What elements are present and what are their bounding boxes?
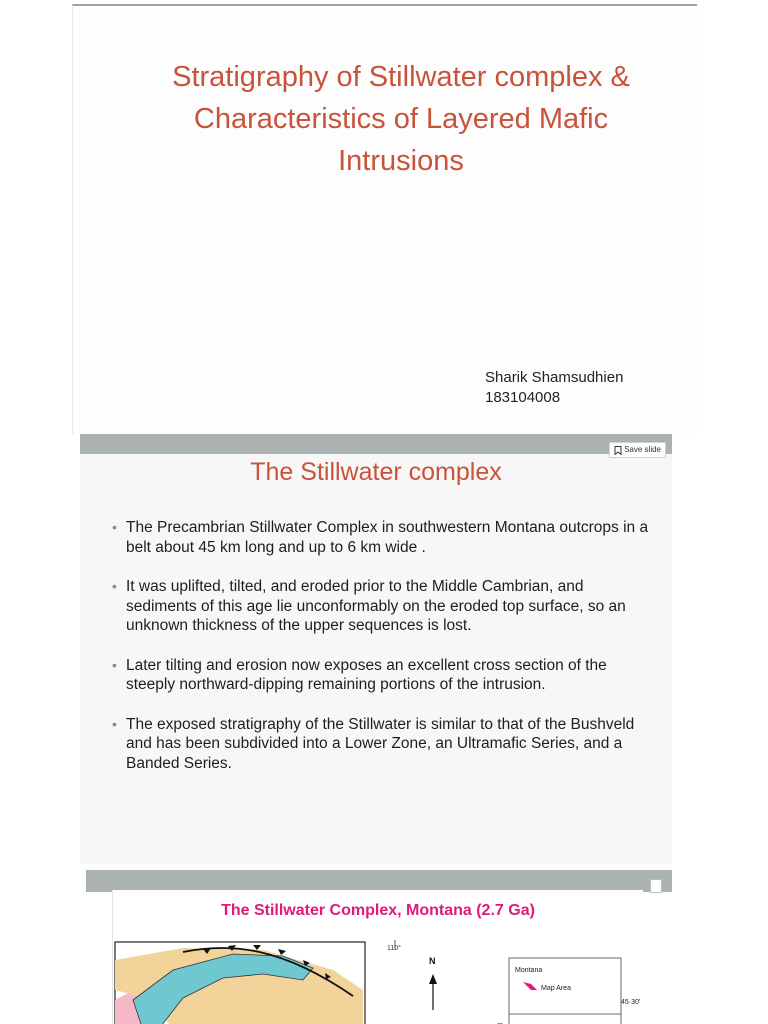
north-label: N <box>429 956 436 966</box>
bullet-item: • Later tilting and erosion now exposes an excellent cross section of the steeply northward-dipping remaining portions of the intrusion. <box>112 656 607 693</box>
state-label: Montana <box>515 967 543 974</box>
author-id: 183104008 <box>485 389 561 406</box>
north-arrow-icon <box>429 974 437 1010</box>
save-slide-label: Save slide <box>624 445 661 454</box>
title-line-2: Characteristics of Layered Mafic <box>193 103 609 135</box>
map-figure <box>112 890 643 1024</box>
title-line-3: Intrusions <box>338 145 464 177</box>
bullet-item: • It was uplifted, tilted, and eroded prior to the Middle Cambrian, and sediments of this age lie unconformably on the eroded top surface, so an unknown thickness of the upper sequences is lost. <box>112 578 626 634</box>
save-slide-icon[interactable] <box>650 879 662 893</box>
bullet-dot: • <box>112 519 117 535</box>
map-area-swatch <box>523 982 537 990</box>
slide-stillwater-complex <box>80 434 672 864</box>
bullet-list <box>110 518 650 793</box>
map-title: The Stillwater Complex, Montana (2.7 Ga) <box>221 902 535 919</box>
bullet-item: • The Precambrian Stillwater Complex in southwestern Montana outcrops in a belt about 45 km long and up to 6 km wide . <box>112 519 649 556</box>
geologic-map <box>113 940 643 1024</box>
bullet-dot: • <box>112 715 117 732</box>
latitude-label: 45·30' <box>621 999 641 1006</box>
author-block <box>485 368 623 408</box>
bullet-dot: • <box>112 656 117 673</box>
slide-map <box>86 870 672 1024</box>
slide-heading: The Stillwater complex <box>250 458 502 486</box>
slide-top-bar <box>80 434 672 454</box>
slide-title <box>72 4 697 434</box>
bullet-dot: • <box>112 578 117 594</box>
map-area-label: Map Area <box>541 985 571 992</box>
slide-top-bar <box>86 870 672 892</box>
presentation-title <box>93 56 709 182</box>
author-name: Sharik Shamsudhien <box>485 369 624 386</box>
longitude-label: 110° <box>387 945 401 952</box>
bullet-item: • The exposed stratigraphy of the Stillwater is similar to that of the Bushveld and has been subdivided into a Lower Zone, an Ultramafic Series, and a Banded Series. <box>112 715 635 772</box>
title-line-1: Stratigraphy of Stillwater complex & <box>172 61 630 93</box>
